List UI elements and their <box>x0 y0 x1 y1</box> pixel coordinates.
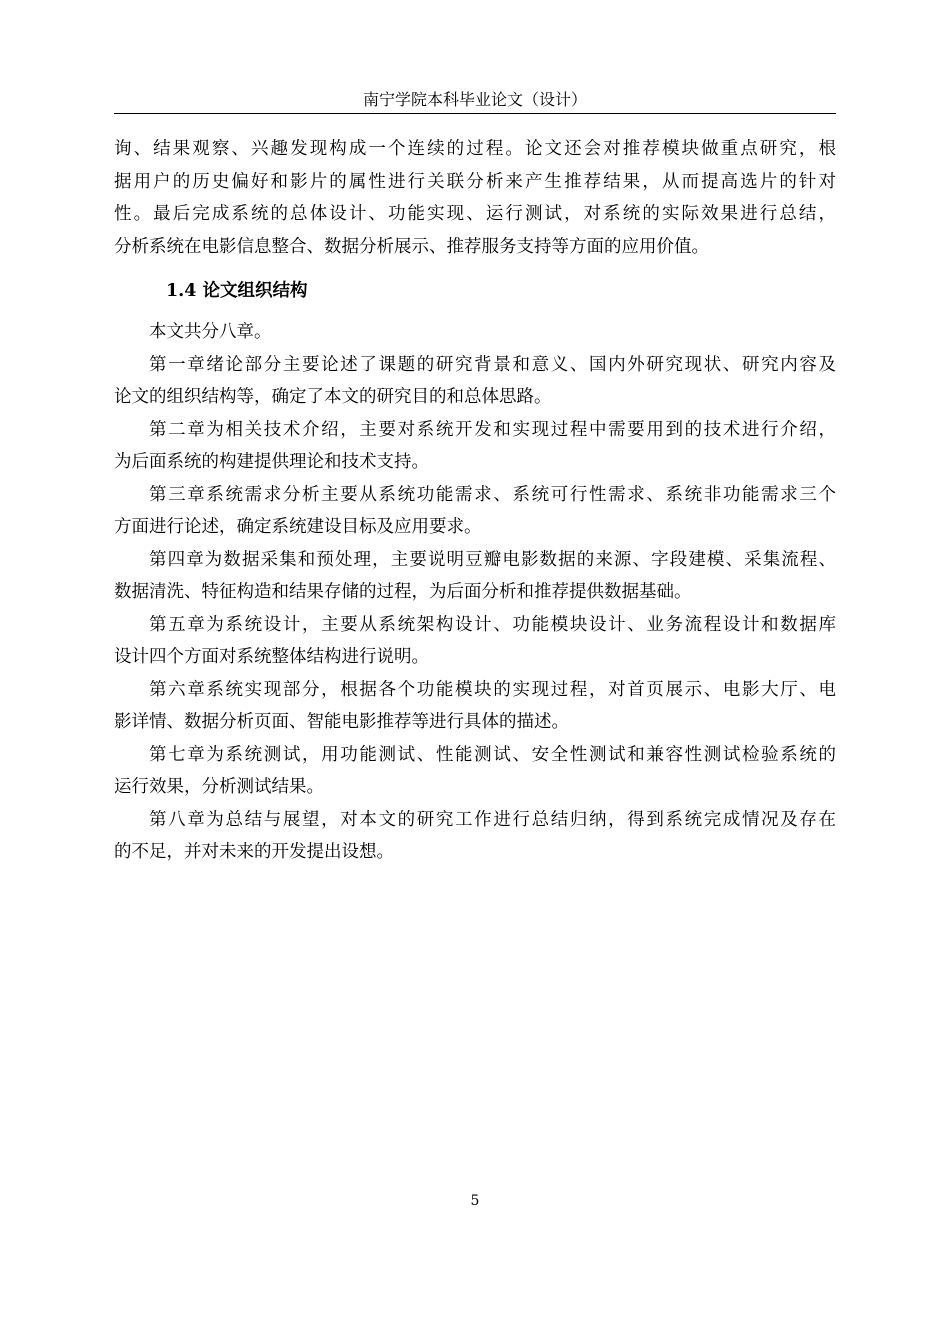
paragraph-chapter-4 <box>114 544 836 609</box>
text-line: 第八章为总结与展望，对本文的研究工作进行总结归纳，得到系统完成情况及存在 <box>149 809 836 830</box>
running-header: 南宁学院本科毕业论文（设计） <box>362 90 587 109</box>
text-line: 影详情、数据分析页面、智能电影推荐等进行具体的描述。 <box>114 712 569 732</box>
text-line: 为后面系统的构建提供理论和技术支持。 <box>114 452 429 472</box>
text-line: 运行效果，分析测试结果。 <box>114 777 324 797</box>
paragraph-chapter-1 <box>114 349 836 414</box>
text-line: 设计四个方面对系统整体结构进行说明。 <box>114 647 429 667</box>
text-line: 第三章系统需求分析主要从系统功能需求、系统可行性需求、系统非功能需求三个 <box>149 484 836 505</box>
text-line: 询、结果观察、兴趣发现构成一个连续的过程。论文还会对推荐模块做重点研究，根 <box>114 139 836 159</box>
page-number: 5 <box>470 1193 480 1209</box>
text-line: 第二章为相关技术介绍，主要对系统开发和实现过程中需要用到的技术进行介绍， <box>149 419 836 440</box>
text-line: 第五章为系统设计，主要从系统架构设计、功能模块设计、业务流程设计和数据库 <box>149 614 836 635</box>
paragraph-chapter-3 <box>114 479 836 544</box>
section-heading: 1.4 论文组织结构 <box>166 281 308 301</box>
body-text <box>114 133 836 869</box>
text-line: 第一章绪论部分主要论述了课题的研究背景和意义、国内外研究现状、研究内容及 <box>149 354 836 375</box>
text-line: 第七章为系统测试，用功能测试、性能测试、安全性测试和兼容性测试检验系统的 <box>149 744 836 765</box>
text-line: 性。最后完成系统的总体设计、功能实现、运行测试，对系统的实际效果进行总结， <box>114 204 836 224</box>
paragraph-chapter-7 <box>114 739 836 804</box>
paragraph-chapter-8 <box>114 804 836 869</box>
text-line: 据用户的历史偏好和影片的属性进行关联分析来产生推荐结果，从而提高选片的针对 <box>114 171 836 192</box>
paragraph-chapter-2 <box>114 414 836 479</box>
text-line: 第四章为数据采集和预处理，主要说明豆瓣电影数据的来源、字段建模、采集流程、 <box>149 549 836 570</box>
paragraph-chapter-5 <box>114 609 836 674</box>
paragraph-chapter-6 <box>114 674 836 739</box>
text-line: 第六章系统实现部分，根据各个功能模块的实现过程，对首页展示、电影大厅、电 <box>149 679 836 700</box>
text-line: 分析系统在电影信息整合、数据分析展示、推荐服务支持等方面的应用价值。 <box>114 236 709 257</box>
text-line: 数据清洗、特征构造和结果存储的过程，为后面分析和推荐提供数据基础。 <box>114 582 692 602</box>
paragraph-chapter-count <box>114 316 836 349</box>
header-rule <box>114 113 836 114</box>
intro-paragraph <box>114 133 836 263</box>
text-line: 方面进行论述，确定系统建设目标及应用要求。 <box>114 517 482 537</box>
text-line: 的不足，并对未来的开发提出设想。 <box>114 842 394 862</box>
text-line: 本文共分八章。 <box>149 322 272 342</box>
text-line: 论文的组织结构等，确定了本文的研究目的和总体思路。 <box>114 387 552 407</box>
